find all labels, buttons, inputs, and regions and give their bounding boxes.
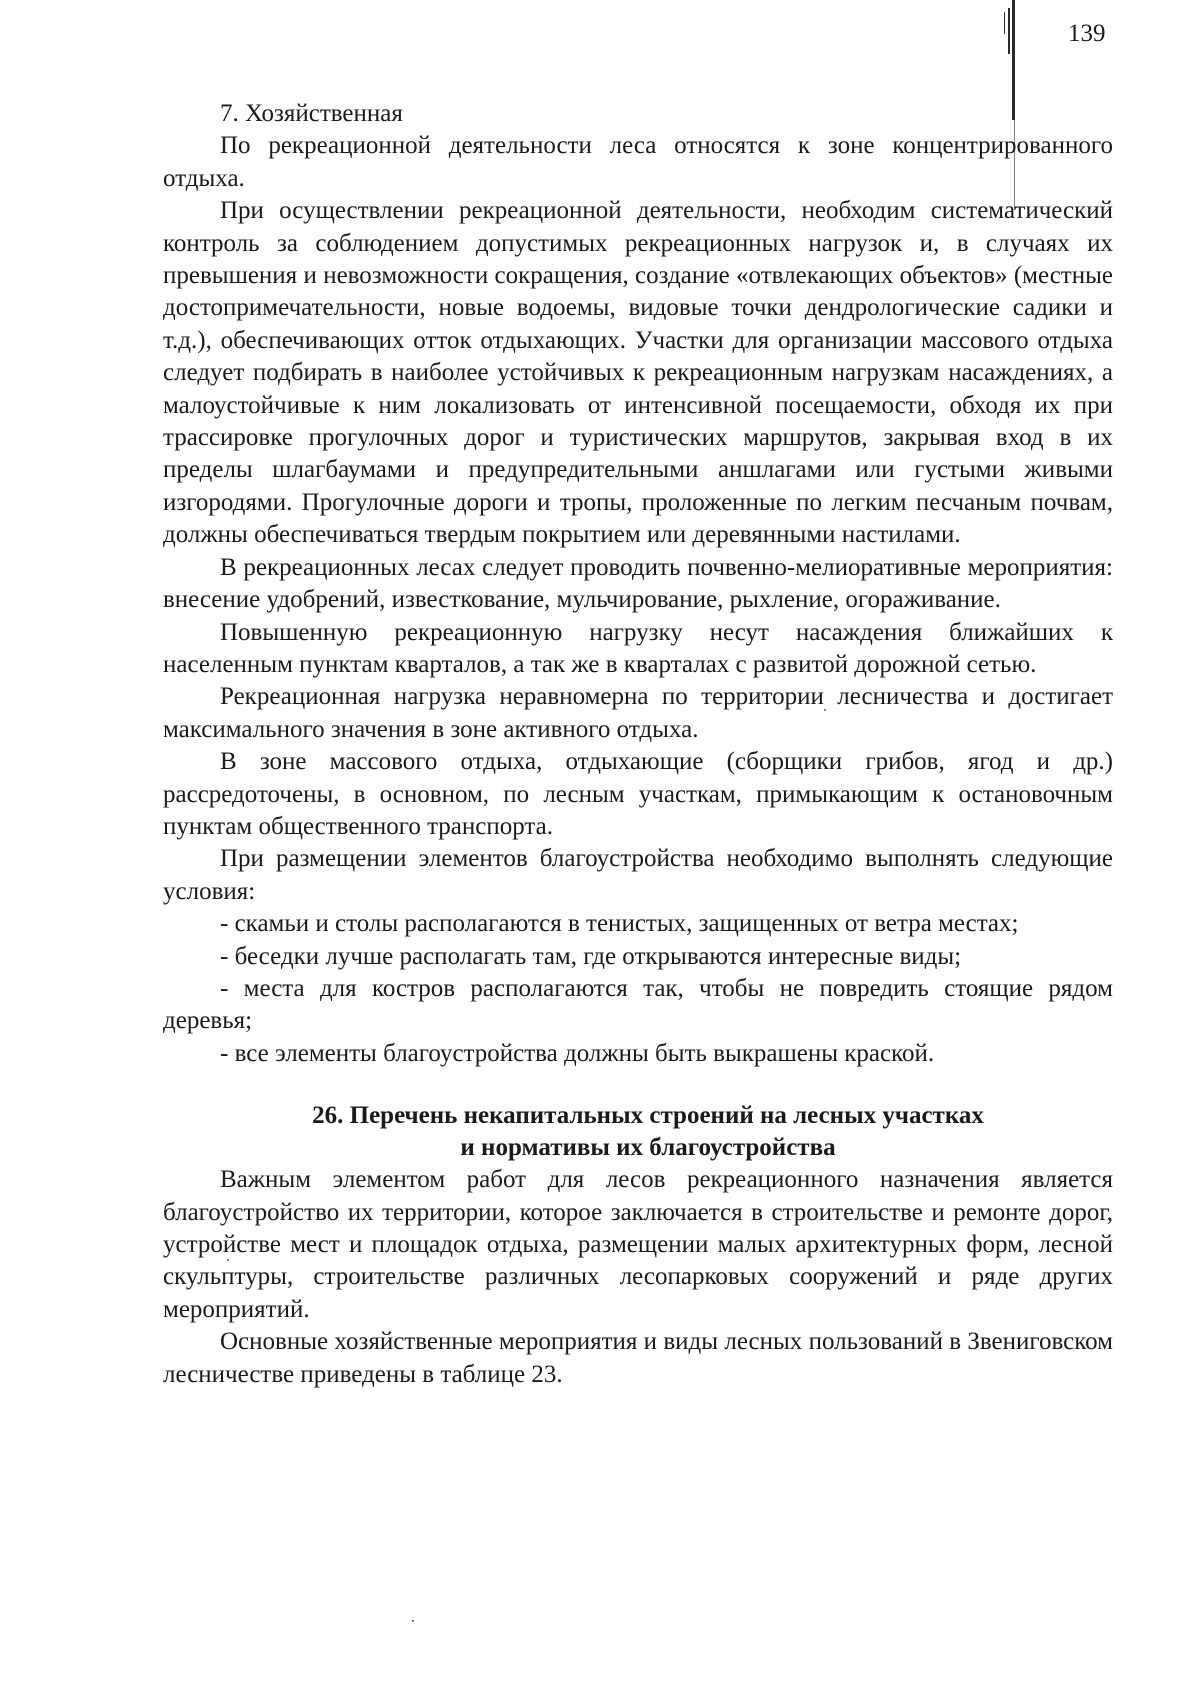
section-paragraph: Важным элементом работ для лесов рекреационного назначения является благоустройство их территории, которое заключается в строительстве и ремонте дорог, устройстве мест и площадок отдыха, размещении малых архитектурных форм, лесной скульптуры, строительстве различных лесопарковых сооружений и ряде других мероприятий. xyxy=(163,1166,1113,1323)
section-heading-line: и нормативы их благоустройства xyxy=(460,1134,836,1162)
scan-speck xyxy=(412,1620,414,1622)
list-item: - места для костров располагаются так, чтобы не повредить стоящие рядом деревья; xyxy=(163,974,1113,1035)
paragraph: В зоне массового отдыха, отдыхающие (сборщики грибов, ягод и др.) рассредоточены, в основном, по лесным участкам, примыкающим к остановочным пунктам общественного транспорта. xyxy=(163,748,1113,840)
paragraph: В рекреационных лесах следует проводить почвенно-мелиоративные мероприятия: внесение удобрений, известкование, мульчирование, рыхление, огораживание. xyxy=(163,553,1113,614)
scan-artifact-line xyxy=(1008,8,1010,54)
list-item: - все элементы благоустройства должны быть выкрашены краской. xyxy=(220,1039,935,1067)
section-paragraph: Основные хозяйственные мероприятия и виды лесных пользований в Звениговском лесничестве приведены в таблице 23. xyxy=(163,1328,1113,1388)
paragraph: Повышенную рекреационную нагрузку несут насаждения ближайших к населенным пунктам кварталов, а так же в кварталах с развитой дорожной сетью. xyxy=(163,618,1113,678)
section-heading xyxy=(163,1100,1113,1164)
page-number: 139 xyxy=(1068,20,1106,47)
section-fragment-title: 7. Хозяйственная xyxy=(220,100,403,127)
paragraph: Рекреационная нагрузка неравномерна по территории лесничества и достигает максимального значения в зоне активного отдыха. xyxy=(163,683,1113,743)
list-item: - скамьи и столы располагаются в тенистых, защищенных от ветра местах; xyxy=(220,910,1019,938)
document-body xyxy=(163,98,1113,1391)
paragraph: При размещении элементов благоустройства необходимо выполнять следующие условия: xyxy=(163,845,1113,905)
scan-artifact-line xyxy=(1004,12,1005,34)
list-item: - беседки лучше располагать там, где открываются интересные виды; xyxy=(220,942,962,970)
intro-paragraph: По рекреационной деятельности леса относятся к зоне концентрированного отдыха. xyxy=(163,132,1113,192)
section-heading-line: 26. Перечень некапитальных строений на лесных участках xyxy=(312,1102,984,1130)
paragraph: При осуществлении рекреационной деятельности, необходим систематический контроль за соблюдением допустимых рекреационных нагрузок и, в случаях их превышения и невозможности сокращения, создание «отвлекающих объектов» (местные достопримечательности, новые водоемы, видовые точки дендрологические садики и т.д.), обеспечивающих отток отдыхающих. Участки для организации массового отдыха следует подбирать в наиболее устойчивых к рекреационным нагрузкам насаждениях, а малоустойчивые к ним локализовать от интенсивной посещаемости, обходя их при трассировке прогулочных дорог и туристических маршрутов, закрывая вход в их пределы шлагбаумами и предупредительными аншлагами или густыми живыми изгородями. Прогулочные дороги и тропы, проложенные по легким песчаным почвам, должны обеспечиваться твердым покрытием или деревянными настилами. xyxy=(163,197,1113,549)
